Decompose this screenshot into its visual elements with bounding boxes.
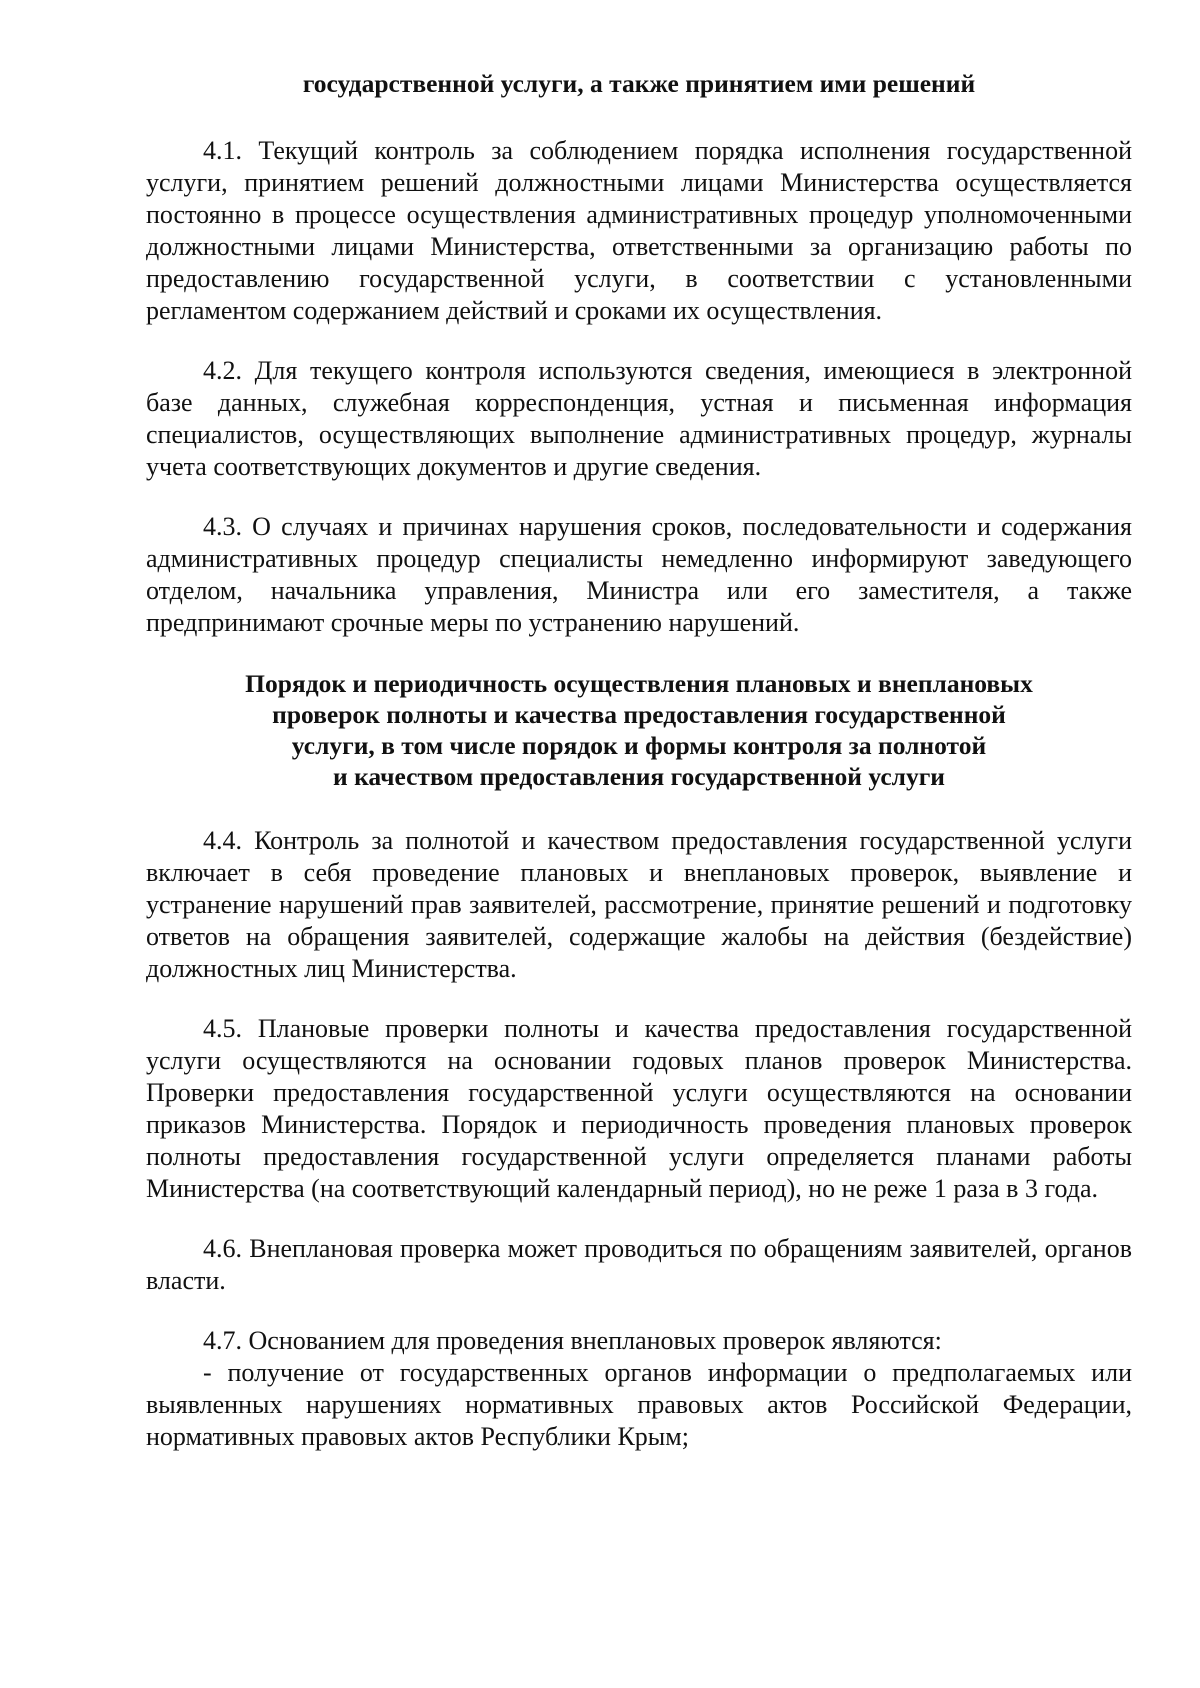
section-heading-inspections	[146, 668, 1132, 792]
paragraph-4-2: 4.2. Для текущего контроля используются сведения, имеющиеся в электронной базе данных, служебная корреспонденция, устная и письменная информация специалистов, осуществляющих выполнение административных процедур, журналы учета соответствующих документов и другие сведения.	[146, 356, 1132, 481]
paragraph-4-7-item: - получение от государственных органов информации о предполагаемых или выявленных нарушениях нормативных правовых актов Российской Федерации, нормативных правовых актов Республики Крым;	[146, 1358, 1132, 1451]
heading-line: Порядок и периодичность осуществления плановых и внеплановых	[245, 669, 1033, 698]
heading-line: и качеством предоставления государственной услуги	[333, 762, 945, 791]
paragraph-4-3: 4.3. О случаях и причинах нарушения сроков, последовательности и содержания административных процедур специалисты немедленно информируют заведующего отделом, начальника управления, Министра или его заместителя, а также предпринимают срочные меры по устранению нарушений.	[146, 512, 1132, 637]
paragraph-4-7: 4.7. Основанием для проведения внеплановых проверок являются:	[203, 1326, 942, 1355]
paragraph-4-4: 4.4. Контроль за полнотой и качеством предоставления государственной услуги включает в себя проведение плановых и внеплановых проверок, выявление и устранение нарушений прав заявителей, рассмотрение, принятие решений и подготовку ответов на обращения заявителей, содержащие жалобы на действия (бездействие) должностных лиц Министерства.	[146, 826, 1132, 983]
paragraph-4-5: 4.5. Плановые проверки полноты и качества предоставления государственной услуги осуществляются на основании годовых планов проверок Министерства. Проверки предоставления государственной услуги осуществляются на основании приказов Министерства. Порядок и периодичность проведения плановых проверок полноты предоставления государственной услуги определяется планами работы Министерства (на соответствующий календарный период), но не реже 1 раза в 3 года.	[146, 1014, 1132, 1203]
heading-line: проверок полноты и качества предоставления государственной	[272, 700, 1006, 729]
paragraph-4-1: 4.1. Текущий контроль за соблюдением порядка исполнения государственной услуги, принятием решений должностными лицами Министерства осуществляется постоянно в процессе осуществления административных процедур уполномоченными должностными лицами Министерства, ответственными за организацию работы по предоставлению государственной услуги, в соответствии с установленными регламентом содержанием действий и сроками их осуществления.	[146, 136, 1132, 325]
heading-line: услуги, в том числе порядок и формы контроля за полнотой	[291, 731, 987, 760]
paragraph-4-6: 4.6. Внеплановая проверка может проводиться по обращениям заявителей, органов власти.	[146, 1234, 1132, 1295]
document-body	[146, 68, 1132, 1481]
section-heading-top: государственной услуги, а также принятием ими решений	[302, 69, 976, 98]
